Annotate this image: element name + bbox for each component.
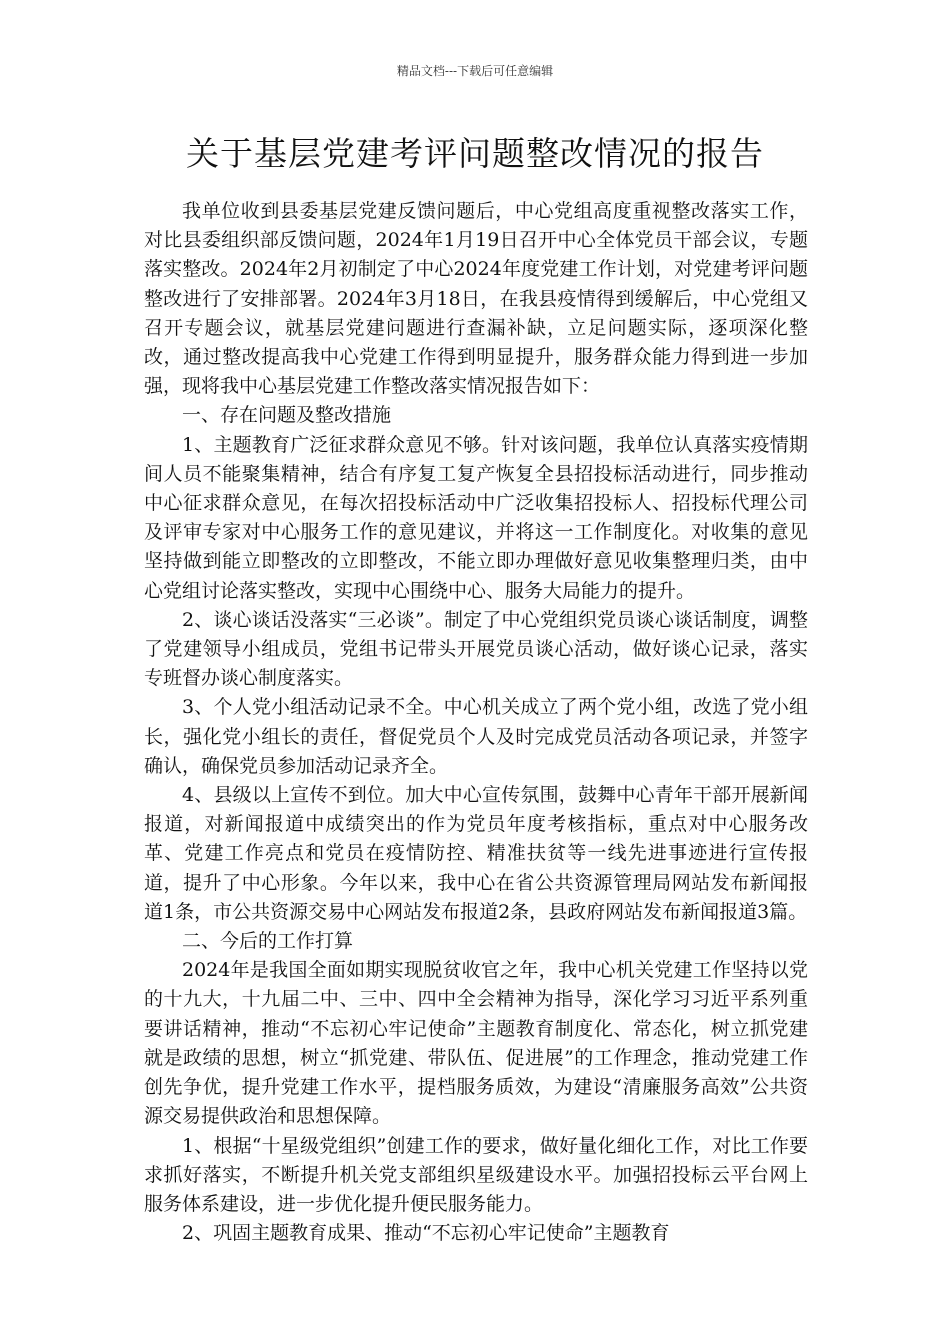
section1-item-2: 2、谈心谈话没落实“三必谈”。制定了中心党组织党员谈心谈话制度，调整了党建领导小组成员，党组书记带头开展党员谈心活动，做好谈心记录，落实专班督办谈心制度落实。	[144, 608, 808, 690]
intro-paragraph: 我单位收到县委基层党建反馈问题后，中心党组高度重视整改落实工作，对比县委组织部反馈问题，2024年1月19日召开中心全体党员干部会议，专题落实整改。2024年2月初制定了中心2024年度党建工作计划，对党建考评问题整改进行了安排部署。2024年3月18日，在我县疫情得到缓解后，中心党组又召开专题会议，就基层党建问题进行查漏补缺，立足问题实际，逐项深化整改，通过整改提高我中心党建工作得到明显提升，服务群众能力得到进一步加强，现将我中心基层党建工作整改落实情况报告如下：	[144, 200, 808, 398]
section-heading-1: 一、存在问题及整改措施	[182, 404, 392, 427]
section1-item-4: 4、县级以上宣传不到位。加大中心宣传氛围，鼓舞中心青年干部开展新闻报道，对新闻报道中成绩突出的作为党员年度考核指标，重点对中心服务改革、党建工作亮点和党员在疫情防控、精准扶贫等一线先进事迹进行宣传报道，提升了中心形象。今年以来，我中心在省公共资源管理局网站发布新闻报道1条，市公共资源交易中心网站发布报道2条，县政府网站发布新闻报道3篇。	[144, 784, 808, 923]
section1-item-3: 3、个人党小组活动记录不全。中心机关成立了两个党小组，改选了党小组长，强化党小组长的责任，督促党员个人及时完成党员活动各项记录，并签字确认，确保党员参加活动记录齐全。	[144, 696, 808, 777]
section-heading-2: 二、今后的工作打算	[182, 930, 354, 953]
document-body	[144, 197, 808, 1248]
section2-item-2: 2、巩固主题教育成果、推动“不忘初心牢记使命”主题教育	[182, 1222, 670, 1245]
section2-item-1: 1、根据“十星级党组织”创建工作的要求，做好量化细化工作，对比工作要求抓好落实，不断提升机关党支部组织星级建设水平。加强招投标云平台网上服务体系建设，进一步优化提升便民服务能力。	[144, 1134, 808, 1215]
document-title: 关于基层党建考评问题整改情况的报告	[186, 134, 764, 173]
section1-item-1: 1、主题教育广泛征求群众意见不够。针对该问题，我单位认真落实疫情期间人员不能聚集精神，结合有序复工复产恢复全县招投标活动进行，同步推动中心征求群众意见，在每次招投标活动中广泛收集招投标人、招投标代理公司及评审专家对中心服务工作的意见建议，并将这一工作制度化。对收集的意见坚持做到能立即整改的立即整改，不能立即办理做好意见收集整理归类，由中心党组讨论落实整改，实现中心围绕中心、服务大局能力的提升。	[144, 433, 808, 602]
section2-intro-paragraph: 2024年是我国全面如期实现脱贫收官之年，我中心机关党建工作坚持以党的十九大，十九届二中、三中、四中全会精神为指导，深化学习习近平系列重要讲话精神，推动“不忘初心牢记使命”主题教育制度化、常态化，树立抓党建就是政绩的思想，树立“抓党建、带队伍、促进展”的工作理念，推动党建工作创先争优，提升党建工作水平，提档服务质效，为建设“清廉服务高效”公共资源交易提供政治和思想保障。	[144, 959, 808, 1128]
page-header-note: 精品文档---下载后可任意编辑	[396, 64, 554, 78]
